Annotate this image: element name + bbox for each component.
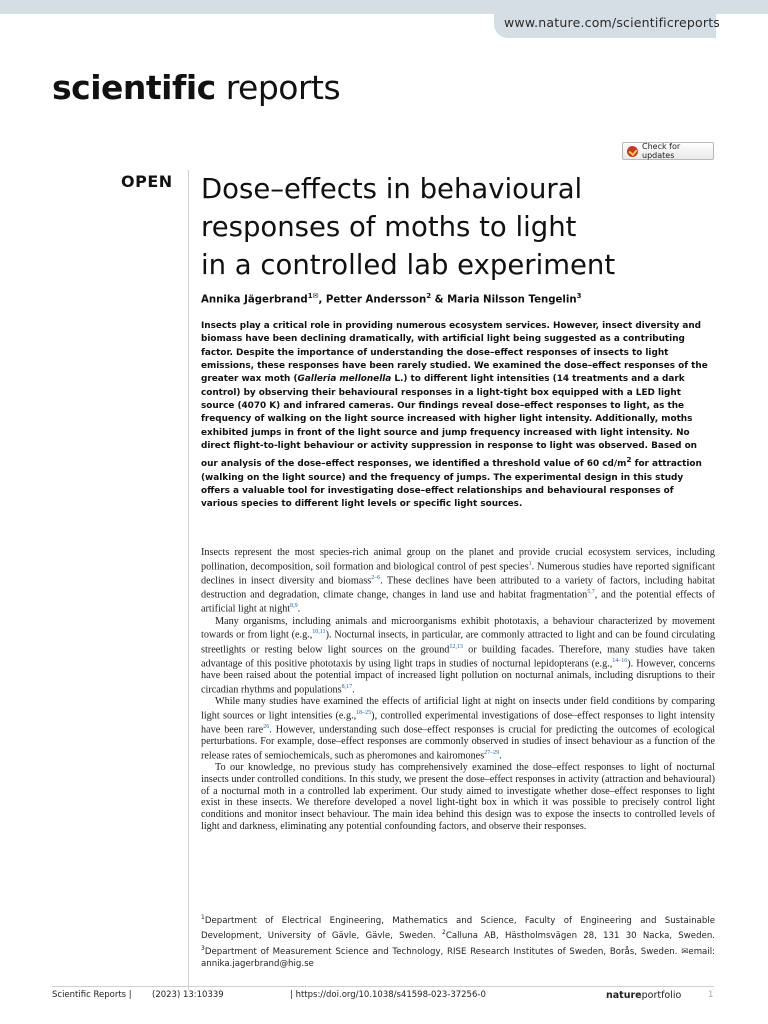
article-body [201,547,715,833]
affiliation-3: Department of Measurement Science and Technology, RISE Research Institutes of Sweden, Borås, Sweden. [204,946,682,957]
p1-text-3: . These declines have been attributed to a variety of factors, including habitat destruction and degradation, climate change, changes in land use and habitat fragmentation [201,575,715,601]
author-list [201,292,582,305]
p1-text-5: . [297,603,301,615]
p3-text-3: . However, understanding such dose–effect responses is crucial for predicting the outcomes of ecological perturbations. For example, dose–effect responses are commonly observed in studies of insect behaviour as a function of the release rates of semiochemicals, such as pheromones and kairomones [201,724,716,762]
affiliation-2: Calluna AB, Hästholmsvägen 28, 131 30 Nacka, Sweden. [445,931,715,942]
brand-light: portfolio [641,990,682,1001]
citation-link[interactable]: 8,17 [341,683,353,690]
article-title [201,170,701,284]
body-paragraph-1 [201,547,715,616]
p2-text-1: Many organisms, including animals and microorganisms exhibit phototaxis, a behaviour characterized by movement towards or from light (e.g., [201,615,715,641]
affiliation-2-marker: 2 [442,929,446,937]
check-for-updates-button[interactable] [622,142,714,160]
abstract [201,320,713,512]
citation-link[interactable]: 27–29 [484,749,500,756]
author-2[interactable]: , Petter Andersson [318,294,427,306]
brand-bold: nature [606,990,642,1001]
p2-text-4: ). However, concerns have been raised about the potential impact of increased light pollution on nocturnal animals, including disruptions to their circadian rhythms and populations [201,658,715,696]
nature-portfolio-logo [606,990,681,1001]
p1-text-1: Insects represent the most species-rich animal group on the planet and provide crucial ecosystem services, including pollination, decomposition, soil formation and biological control of pest species [201,547,715,573]
affiliations-footnote [201,912,715,971]
abstract-species: Galleria mellonella [297,374,392,385]
column-divider [188,170,189,990]
p2-text-3: or building facades. Therefore, many studies have taken advantage of this positive phototaxis by using light traps in studies of nocturnal lepidopterans (e.g., [201,643,715,670]
abstract-unit-sup: 2 [626,455,632,465]
p3-text-2: ), controlled experimental investigations of dose–effect responses to light intensity have been rare [201,710,715,736]
title-line-2: responses of moths to light [201,211,577,243]
footer-divider [52,986,714,987]
citation-link[interactable]: 1 [528,560,532,567]
journal-masthead [52,68,340,107]
crossmark-icon [627,146,638,157]
affiliation-3-marker: 3 [201,944,205,952]
body-paragraph-3 [201,696,715,762]
p1-text-4: , and the potential effects of artificial light at night [201,589,715,615]
title-line-3: in a controlled lab experiment [201,249,616,281]
abstract-part-2: L.) to different light intensities (14 treatments and a dark control) by observing their behavioural responses in a light-tight box equipped with a LED light source (4070 K) and infrared cameras. Our findings reveal dose–effect responses to light, as the frequency of walking on the light source increased with higher light intensity. Additionally, moths exhibited jumps in front of the light source and jump frequency increased with light intensity. No direct flight-to-light behaviour or activity suppression in response to light was observed. Based on our analysis of the dose–effect responses, we identified a threshold value of 60 cd/m [201,374,697,470]
abstract-part-3: for attraction (walking on the light source) and the frequency of jumps. The experimental design in this study offers a valuable tool for investigating dose–effect relationships and behavioural responses of various species to different light levels or specific light sources. [201,459,702,510]
citation-link[interactable]: 26 [263,723,270,730]
abstract-part-1: Insects play a critical role in providing numerous ecosystem services. However, insect diversity and biomass have been declining dramatically, with artificial light being suggested as a contributing factor. Despite the importance of understanding the dose–effect responses of insects to light emissions, these responses have been rarely studied. We examined the dose–effect responses of the greater wax moth ( [201,321,708,385]
citation-link[interactable]: 5,7 [587,589,595,596]
p2-text-2: ). Nocturnal insects, in particular, are commonly attracted to light and can be found circulating streetlights or resting below light sources on the ground [201,629,715,655]
author-3[interactable]: & Maria Nilsson Tengelin [431,294,577,306]
citation-link[interactable]: 12,13 [449,643,463,650]
p3-text-1: While many studies have examined the effects of artificial light at night on insects under field conditions by comparing light sources or light intensities (e.g., [201,695,715,722]
citation-link[interactable]: 10,11 [312,629,326,636]
author-1-affiliation: 1✉ [307,292,319,300]
corresponding-email[interactable]: ✉email: annika.jagerbrand@hig.se [201,946,715,970]
page-number: 1 [708,990,714,1000]
citation-link[interactable]: 18–25 [356,709,372,716]
author-1[interactable]: Annika Jägerbrand [201,294,308,306]
author-2-affiliation: 2 [426,292,432,300]
body-paragraph-4: To our knowledge, no previous study has comprehensively examined the dose–effect responses to light of nocturnal insects under controlled conditions. In this study, we present the dose–effect responses in activity (attraction and behavioural) of a nocturnal moth in a controlled lab experiment. Our study aimed to investigate whether dose–effect responses to light exist in these insects. We therefore developed a novel light-tight box in which it was possible to precisely control light conditions and monitor insect behaviour. The main idea behind this design was to expose the insects to controlled levels of light and darkness, eliminating any potential confounding factors, and observe their responses. [201,762,715,833]
citation-link[interactable]: 2–6 [371,574,381,581]
footer-citation: (2023) 13:10339 [152,990,224,1000]
title-line-1: Dose–effects in behavioural [201,173,583,205]
footer-doi-link[interactable]: | https://doi.org/10.1038/s41598-023-37256-0 [290,990,486,1000]
affiliation-1: Department of Electrical Engineering, Mathematics and Science, Faculty of Engineering and Sustainable Development, University of Gävle, Gävle, Sweden. [201,915,715,942]
author-3-affiliation: 3 [576,292,582,300]
check-for-updates-label: Check for updates [642,142,681,160]
footer-journal: Scientific Reports | [52,990,132,1000]
p2-text-5: . [352,684,355,696]
masthead-bold: scientific [52,68,216,107]
p1-text-2: . Numerous studies have reported significant declines in insect diversity and biomass [201,561,715,587]
journal-url[interactable]: www.nature.com/scientificreports [494,8,716,38]
masthead-light: reports [215,68,341,107]
citation-link[interactable]: 8,9 [290,603,298,610]
affiliation-1-marker: 1 [201,914,205,921]
body-paragraph-2 [201,616,715,696]
citation-link[interactable]: 14–16 [612,657,628,664]
open-access-label: OPEN [121,172,173,191]
p3-text-4: . [499,750,502,762]
